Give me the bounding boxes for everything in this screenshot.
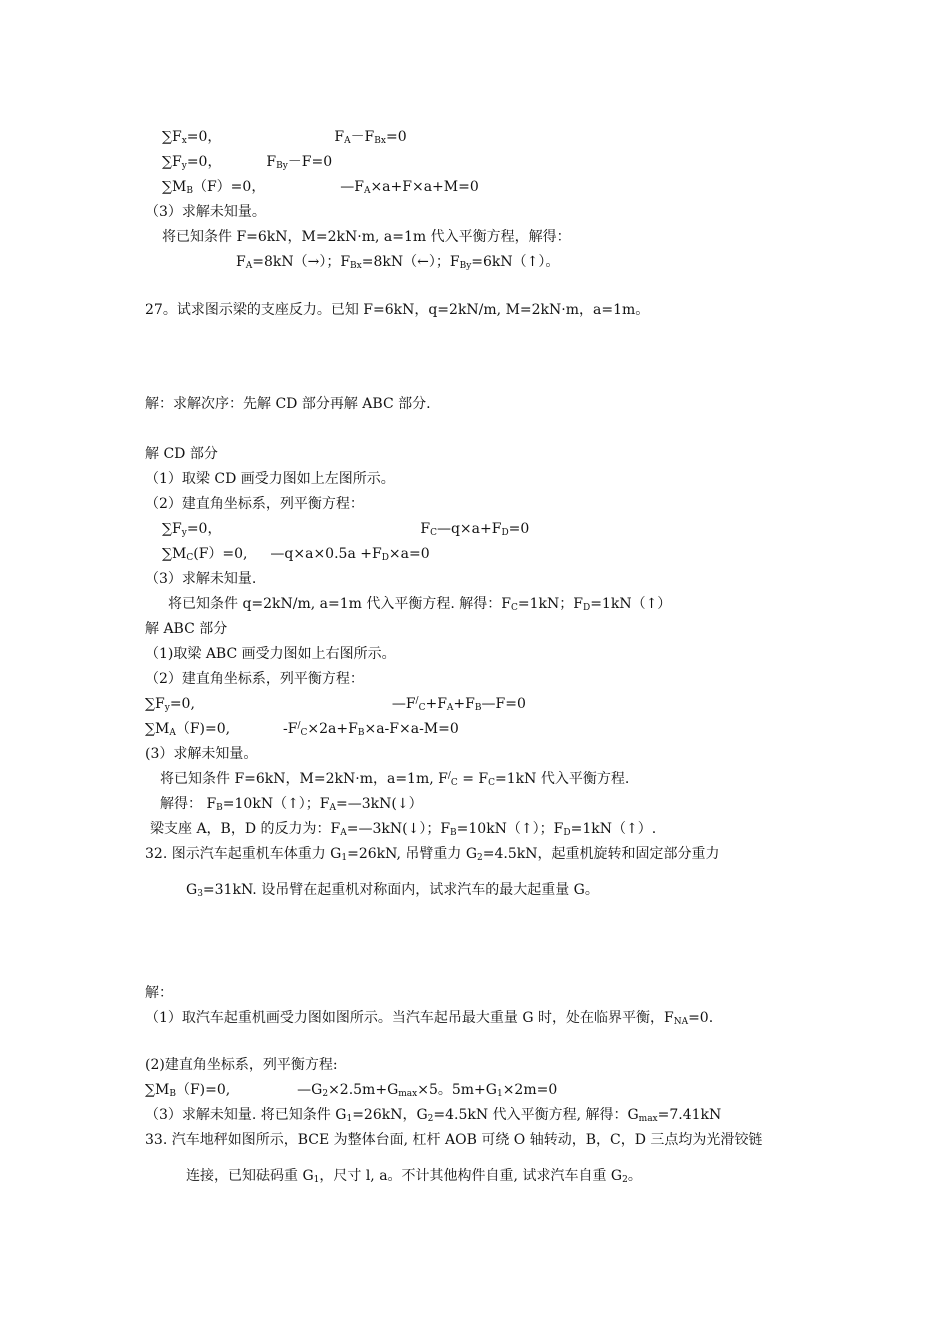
section-abc-heading: 解 ABC 部分 <box>145 621 228 637</box>
problem-32-statement: 32. 图示汽车起重机车体重力 $G_1=26kN$, 吊臂重力 $G_2=4.5kN$，起重机旋转和固定部分重力 <box>145 846 720 863</box>
abc-step-1: （1)取梁 ABC 画受力图如上右图所示。 <box>145 646 396 662</box>
abc-eq-sum-ma: $\sum M_A(F)=0$, $-F^/_C\times 2a+F_B\times a-F\times a-M=0$ <box>145 721 459 738</box>
abc-eq-sum-fy: $\sum F_y=0$, $—F^/_C+F_A+F_B—F=0$ <box>145 696 526 713</box>
problem-32-statement-cont: $G_3=31kN$. 设吊臂在起重机对称面内，试求汽车的最大起重量 G。 <box>186 882 599 899</box>
crane-result: （3）求解未知量. 将已知条件 $G_1=26kN$，$G_2=4.5kN$ 代入平衡方程, 解得：$G_{max}=7.41kN$ <box>145 1107 722 1124</box>
abc-result: 解得： $F_B=10kN(↑)$；$F_A=—3kN(↓)$ <box>160 796 423 813</box>
cd-step-3: （3）求解未知量. <box>145 571 257 587</box>
cd-result: 将已知条件 q=2kN/m, a=1m 代入平衡方程. 解得：$F_C=1kN$；$F_D=1kN(↑)$ <box>168 596 672 613</box>
problem-27-statement: 27。试求图示梁的支座反力。已知 F=6kN，q=2kN/m, M=2kN·m，a=1m。 <box>145 302 650 318</box>
crane-step-2: (2)建直角坐标系，列平衡方程: <box>145 1057 338 1073</box>
solution-label: 解： <box>145 985 173 1001</box>
crane-step-1: （1）取汽车起重机画受力图如图所示。当汽车起吊最大重量 G 时，处在临界平衡，$F_{NA}=0$. <box>145 1010 714 1027</box>
cd-eq-sum-mc: $\sum M_C(F)=0$, —q×a×0.5a $+F_D\times a=0$ <box>162 546 430 563</box>
eq-sum-mb: $\sum M_B(F)=0$， $—F_A\times a+F\times a+M=0$ <box>162 179 479 196</box>
eq-sum-fy: $\sum F_y=0$， $F_{By}-F=0$ <box>162 154 333 171</box>
crane-eq-sum-mb: $\sum M_B(F)=0$, $—G_2\times 2.5m+G_{max}\times 5$。$5m+G_1\times 2m=0$ <box>145 1082 558 1099</box>
cd-eq-sum-fy: $\sum F_y=0$， $F_C—q\times a+F_D=0$ <box>162 521 530 538</box>
section-cd-heading: 解 CD 部分 <box>145 446 218 462</box>
cd-step-2: （2）建直角坐标系，列平衡方程： <box>145 496 364 512</box>
abc-known-conditions: 将已知条件 F=6kN，M=2kN·m，a=1m, $F^/_C = F_C=1kN$ 代入平衡方程. <box>160 771 630 788</box>
cd-step-1: （1）取梁 CD 画受力图如上左图所示。 <box>145 471 395 487</box>
problem-33-statement: 33. 汽车地秤如图所示，BCE 为整体台面, 杠杆 AOB 可绕 O 轴转动，B，C，D 三点均为光滑铰链 <box>145 1132 763 1148</box>
abc-step-2: （2）建直角坐标系，列平衡方程： <box>145 671 364 687</box>
support-reactions-summary: 梁支座 A，B，D 的反力为：$F_A=—3kN(↓)$；$F_B=10kN(↑)$；$F_D=1kN(↑)$. <box>150 821 657 838</box>
solution-order: 解：求解次序：先解 CD 部分再解 ABC 部分. <box>145 396 431 412</box>
known-conditions-line: 将已知条件 F=6kN，M=2kN·m, a=1m 代入平衡方程，解得： <box>162 229 571 245</box>
problem-33-statement-cont: 连接，已知砝码重 $G_1$，尺寸 l, a。不计其他构件自重, 试求汽车自重 $G_2$。 <box>186 1168 642 1185</box>
step-3-heading: （3）求解未知量。 <box>145 204 266 220</box>
eq-sum-fx: $\sum F_x=0$， $F_A-F_{Bx}=0$ <box>162 129 407 146</box>
result-line: $F_A=8kN(\to)$；$F_{Bx}=8kN(\leftarrow)$；$F_{By}=6kN(↑)$。 <box>236 254 560 271</box>
abc-step-3: (3）求解未知量。 <box>145 746 258 762</box>
